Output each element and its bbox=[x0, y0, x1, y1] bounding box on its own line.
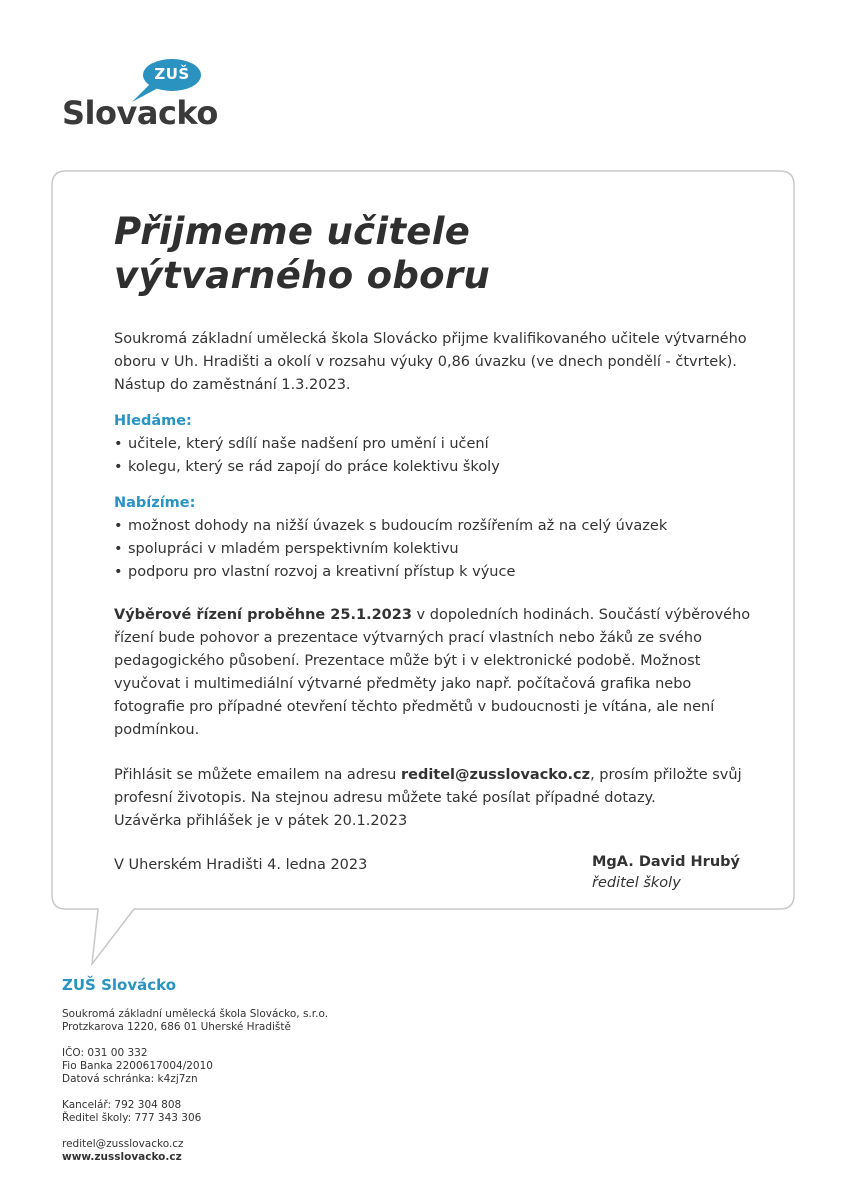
logo-wordmark: Slovacko bbox=[62, 94, 218, 132]
signature-name: MgA. David Hrubý bbox=[592, 854, 740, 870]
logo-badge-text: ZUŠ bbox=[154, 65, 190, 83]
seeking-title: Hledáme: bbox=[114, 413, 192, 429]
apply-paragraph: Přihlásit se můžete emailem na adresu reditel@zusslovacko.cz, prosím přiložte svůj profesní životopis. Na stejnou adresu můžete také posílat případné dotazy. Uzávěrka přihlášek je v pátek 20.1.2023 bbox=[114, 767, 742, 829]
offer-list bbox=[114, 515, 667, 584]
footer-address: Protzkarova 1220, 686 01 Uherské Hradiště bbox=[62, 1021, 291, 1033]
email-link[interactable]: reditel@zusslovacko.cz bbox=[400, 767, 591, 783]
offer-title: Nabízíme: bbox=[114, 495, 196, 511]
list-item: • učitele, který sdílí naše nadšení pro umění i učení bbox=[114, 436, 489, 452]
footer-databox: Datová schránka: k4zj7zn bbox=[62, 1073, 198, 1085]
place-date: V Uherském Hradišti 4. ledna 2023 bbox=[114, 857, 368, 873]
title-line-1: Přijmeme učitele bbox=[114, 210, 471, 253]
footer-web-link[interactable]: www.zusslovacko.cz bbox=[62, 1151, 182, 1163]
page-title bbox=[114, 210, 734, 298]
list-item: • kolegu, který se rád zapojí do práce kolektivu školy bbox=[114, 459, 500, 475]
footer bbox=[62, 976, 462, 1177]
title-line-2: výtvarného oboru bbox=[114, 254, 491, 297]
selection-paragraph: Výběrové řízení proběhne 25.1.2023 v dopoledních hodinách. Součástí výběrového řízení bude pohovor a prezentace výtvarných prací vlastních nebo žáků ze svého pedagogického působení. Prezentace může být i v elektronické podobě. Možnost vyučovat i multimediální výtvarné předměty jako např. počítačová grafika nebo fotografie pro případné otevření těchto předmětů v budoucnosti je vítána, ale není podmínkou. bbox=[114, 607, 751, 738]
footer-contact-group bbox=[62, 1138, 462, 1164]
intro-paragraph: Soukromá základní umělecká škola Slovácko přijme kvalifikovaného učitele výtvarného oboru v Uh. Hradišti a okolí v rozsahu výuky 0,86 úvazku (ve dnech pondělí - čtvrtek). Nástup do zaměstnání 1.3.2023. bbox=[114, 331, 747, 393]
signature-block bbox=[592, 852, 740, 894]
footer-office-phone: Kancelář: 792 304 808 bbox=[62, 1099, 182, 1111]
footer-company: Soukromá základní umělecká škola Slovácko, s.r.o. bbox=[62, 1008, 329, 1020]
offer-section bbox=[114, 492, 667, 584]
selection-date: Výběrové řízení proběhne 25.1.2023 bbox=[114, 607, 412, 623]
list-item: • spolupráci v mladém perspektivním kolektivu bbox=[114, 541, 459, 557]
footer-email-link[interactable]: reditel@zusslovacko.cz bbox=[62, 1138, 184, 1150]
list-item: • podporu pro vlastní rozvoj a kreativní přístup k výuce bbox=[114, 564, 516, 580]
seeking-section bbox=[114, 410, 500, 479]
footer-phones-group bbox=[62, 1099, 462, 1125]
seeking-list bbox=[114, 433, 500, 479]
footer-title: ZUŠ Slovácko bbox=[62, 976, 177, 994]
deadline-text: Uzávěrka přihlášek je v pátek 20.1.2023 bbox=[114, 813, 408, 829]
list-item: • možnost dohody na nižší úvazek s budoucím rozšířením až na celý úvazek bbox=[114, 518, 668, 534]
signature-role: ředitel školy bbox=[592, 875, 681, 891]
footer-ico: IČO: 031 00 332 bbox=[62, 1047, 148, 1059]
footer-director-phone: Ředitel školy: 777 343 306 bbox=[62, 1112, 202, 1124]
footer-address-group bbox=[62, 1008, 462, 1034]
footer-bank: Fio Banka 2200617004/2010 bbox=[62, 1060, 213, 1072]
footer-ids-group bbox=[62, 1047, 462, 1086]
